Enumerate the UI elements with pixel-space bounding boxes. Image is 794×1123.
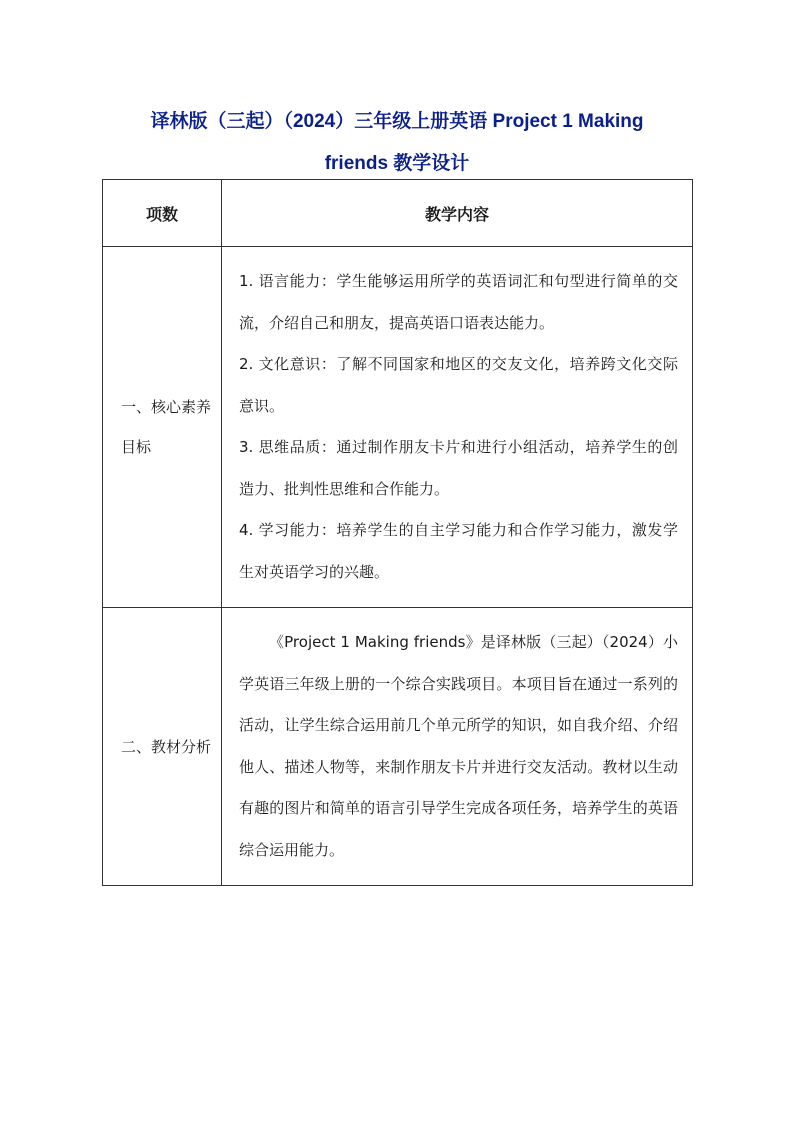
lesson-plan-table (102, 179, 693, 886)
table-row (103, 247, 693, 608)
document-title-line-2: friends 教学设计 (324, 153, 470, 174)
goal-cultural-awareness: 2. 文化意识：了解不同国家和地区的交友文化，培养跨文化交际意识。 (239, 355, 678, 415)
header-item-count: 项数 (103, 180, 222, 247)
goal-language-ability: 1. 语言能力：学生能够运用所学的英语词汇和句型进行简单的交流，介绍自己和朋友，提高英语口语表达能力。 (239, 272, 678, 332)
header-teaching-content: 教学内容 (222, 180, 693, 247)
row-content-core-literacy (222, 247, 693, 608)
textbook-analysis-paragraph: 《Project 1 Making friends》是译林版（三起）（2024）小学英语三年级上册的一个综合实践项目。本项目旨在通过一系列的活动，让学生综合运用前几个单元所学的知识，如自我介绍、介绍他人、描述人物等，来制作朋友卡片并进行交友活动。教材以生动有趣的图片和简单的语言引导学生完成各项任务，培养学生的英语综合运用能力。 (239, 633, 678, 859)
row-label-textbook-analysis: 二、教材分析 (103, 608, 222, 886)
document-title-line-1: 译林版（三起）（2024）三年级上册英语 Project 1 Making (150, 111, 644, 132)
goal-thinking-quality: 3. 思维品质：通过制作朋友卡片和进行小组活动，培养学生的创造力、批判性思维和合作能力。 (239, 438, 678, 498)
table-header-row (103, 180, 693, 247)
row-label-core-literacy: 一、核心素养目标 (103, 247, 222, 608)
goal-learning-ability: 4. 学习能力：培养学生的自主学习能力和合作学习能力，激发学生对英语学习的兴趣。 (239, 521, 678, 581)
table-row (103, 608, 693, 886)
row-content-textbook-analysis (222, 608, 693, 886)
